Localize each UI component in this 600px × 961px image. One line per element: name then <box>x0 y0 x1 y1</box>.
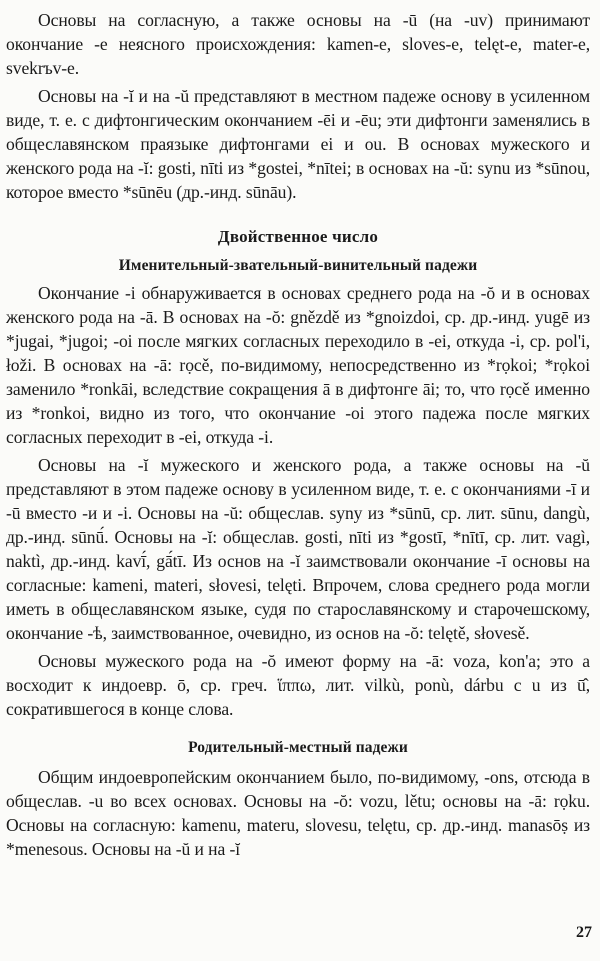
paragraph-i-stems-strengthened: Основы на -ĭ мужеского и женского рода, а также основы на -ŭ представляют в этом падеже основу в усиленном виде, т. е. с окончаниями -ī и -ū вместо -и и -i. Основы на -ŭ: общеслав. syny из *sūnū, ср. лит. sūnu, dangù, др.-инд. sūnū́. Основы на -ĭ: общеслав. gosti, nīti из *gostī, *nītī, ср. лит. vagì, naktì, др.-инд. kavī́, gā́tī. Из основ на -ĭ заимствовали окончание -ī основы на согласные: kameni, materi, słovesi, telęti. Впрочем, слова среднего рода могли иметь в общеславянском языке, судя по старославянскому и старочешскому, окончание -ѣ, заимствованное, очевидно, из основ на -ŏ: telętě, słovesě. <box>6 455 590 643</box>
section-heading-dual: Двойственное число <box>217 227 379 246</box>
paragraph-ending-ons: Общим индоевропейским окончанием было, по-видимому, -ons, отсюда в общеслав. -u во всех основах. Основы на -ŏ: vozu, lětu; основы на -ā: rọku. Основы на согласную: kamenu, materu, slovesu, telętu, ср. др.-инд. manasōṣ из *menesous. Основы на -ŭ и на -ĭ <box>6 767 590 859</box>
subheading-nom-voc-acc: Именительный-звательный-винительный падежи <box>118 257 478 274</box>
subheading-gen-loc: Родительный-местный падежи <box>188 739 408 756</box>
paragraph-locative-i-u-stems: Основы на -ĭ и на -ŭ представляют в местном падеже основу в усиленном виде, т. е. с дифтонгическим окончанием -ēi и -ēu; эти дифтонги заменялись в общеславянском праязыке дифтонгами ei и ou. В основах мужеского и женского рода на -ĭ: gosti, nīti из *gostei, *nītei; в основах на -ŭ: synu из *sūnou, которое вместо *sūnēu (др.-инд. sūnāu). <box>6 86 590 202</box>
page-number: 27 <box>576 924 592 941</box>
paragraph-consonant-stems: Основы на согласную, а также основы на -ū (на -uv) принимают окончание -е неясного происхождения: kamen-e, sloves-e, telęt-e, mater-e, svekrъv-e. <box>6 10 590 78</box>
paragraph-ending-i: Окончание -i обнаруживается в основах среднего рода на -ŏ и в основах женского рода на -ā. В основах на -ŏ: gnězdě из *gnoizdoi, ср. др.-инд. yugē из *jugai, *jugoi; -oi после мягких согласных переходило в -ei, откуда -i, ср. pol'i, łoži. В основах на -ā: rọcě, по-видимому, непосредственно из *rọkoi; *rọkoi заменило *ronkāi, вследствие сокращения ā в дифтонге āi; то, что rọcě именно из *ronkoi, видно из того, что окончание -oi этого падежа после мягких согласных переходит в -ei, откуда -i. <box>6 283 590 447</box>
page-content <box>6 8 590 865</box>
paragraph-masculine-o-stems: Основы мужеского рода на -ŏ имеют форму на -ā: voza, kon'a; это a восходит к индоевр. ō, ср. греч. ἵππω, лит. vilkù, ponù, dárbu с u из ū̂, сократившегося в конце слова. <box>6 651 590 719</box>
